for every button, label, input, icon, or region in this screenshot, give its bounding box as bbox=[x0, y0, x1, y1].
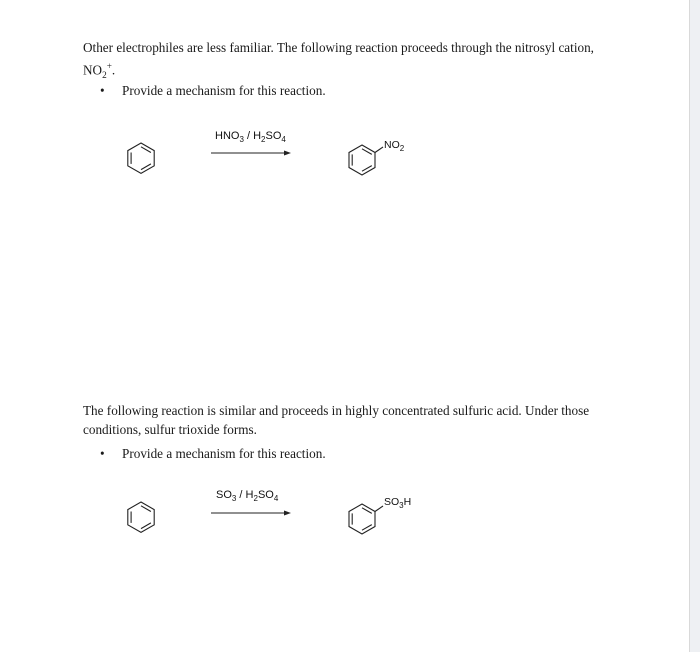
bullet-marker: • bbox=[100, 446, 105, 461]
section2-intro bbox=[83, 401, 643, 439]
page-margin-strip bbox=[690, 0, 700, 652]
section2-bullet bbox=[100, 444, 326, 463]
bullet-marker: • bbox=[100, 83, 105, 98]
reagent-label-2: $SO_3 / H_2SO_4$ bbox=[216, 489, 279, 503]
section1-intro-line1: Other electrophiles are less familiar. The following reaction proceeds through the nitrosyl cation, bbox=[83, 40, 594, 55]
section1-bullet bbox=[100, 81, 326, 100]
section1-bullet-text: Provide a mechanism for this reaction. bbox=[122, 83, 326, 98]
reaction-arrow-1 bbox=[211, 151, 291, 156]
benzene-reactant-2 bbox=[128, 502, 154, 532]
benzene-reactant-1 bbox=[128, 143, 154, 173]
benzene-product-2 bbox=[349, 504, 383, 534]
section2-intro-line2: conditions, sulfur trioxide forms. bbox=[83, 422, 257, 437]
benzene-product-1 bbox=[349, 145, 383, 175]
product-substituent-1: $NO_2$ bbox=[384, 139, 405, 153]
product-substituent-2: $SO_3H$ bbox=[384, 496, 412, 510]
section2-intro-line1: The following reaction is similar and proceeds in highly concentrated sulfuric acid. Under those bbox=[83, 403, 590, 418]
section1-intro bbox=[83, 38, 643, 85]
reagent-label-1: $HNO_3 / H_2SO_4$ bbox=[215, 130, 286, 144]
section1-intro-line2: $NO_2^+$. bbox=[83, 61, 116, 81]
section2-bullet-text: Provide a mechanism for this reaction. bbox=[122, 446, 326, 461]
reaction-arrow-2 bbox=[211, 511, 291, 516]
